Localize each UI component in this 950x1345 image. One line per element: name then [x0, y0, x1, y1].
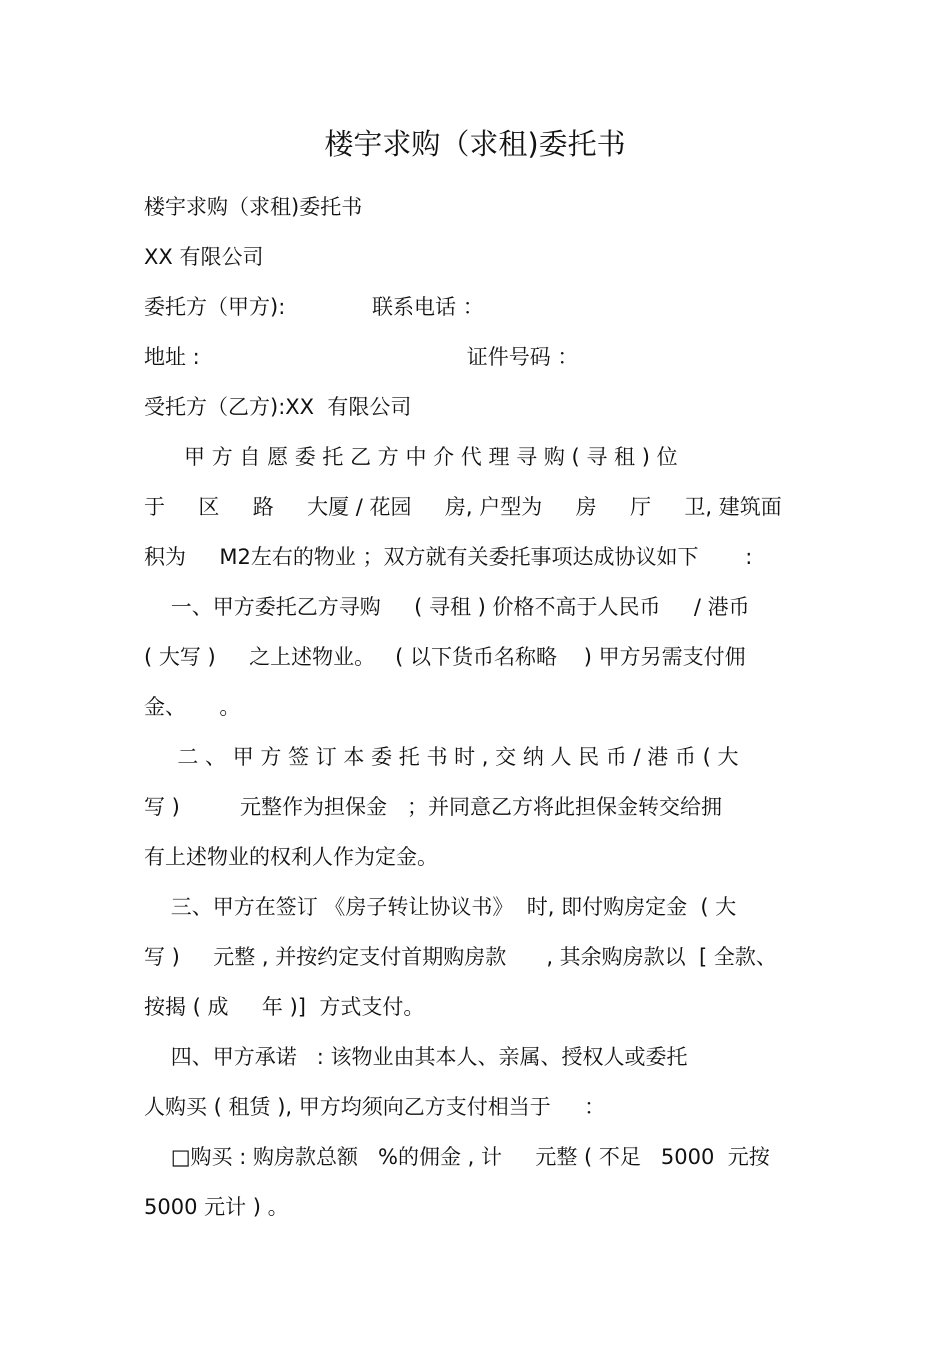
- clause-4-line-2: 人购买 ( 租赁 ), 甲方均须向乙方支付相当于 ：: [144, 1095, 606, 1119]
- clause-2-line-3: 有上述物业的权利人作为定金。: [144, 845, 438, 869]
- clause-3-line-3: 按揭 ( 成 年 )] 方式支付。: [144, 995, 425, 1019]
- intro-line-1: 甲 方 自 愿 委 托 乙 方 中 介 代 理 寻 购 ( 寻 租 ) 位: [144, 445, 678, 469]
- clause-3-line-2: 写 ) 元整 , 并按约定支付首期购房款 , 其余购房款以 [ 全款、: [144, 945, 777, 969]
- client-phone-line: 委托方（甲方): 联系电话 ：: [144, 295, 484, 319]
- clause-3-line-1: 三、甲方在签订 《房子转让协议书》 时, 即付购房定金 ( 大: [144, 895, 737, 919]
- clause-4-line-1: 四、甲方承诺 : 该物业由其本人、亲属、授权人或委托: [144, 1045, 688, 1069]
- subtitle-line: 楼宇求购（求租)委托书: [144, 195, 363, 219]
- document-title: 楼宇求购（求租)委托书: [324, 127, 626, 161]
- intro-line-2: 于 区 路 大厦 / 花园 房, 户型为 房 厅 卫, 建筑面: [144, 495, 782, 519]
- clause-1-line-1: 一、甲方委托乙方寻购 ( 寻租 ) 价格不高于人民币 / 港币: [144, 595, 750, 619]
- company-line: XX 有限公司: [144, 245, 264, 269]
- address-id-line: 地址 : 证件号码 ：: [144, 345, 579, 369]
- clause-1-line-3: 金、 。: [144, 695, 241, 719]
- agent-line: 受托方（乙方):XX 有限公司: [144, 395, 412, 419]
- clause-2-line-2: 写 ) 元整作为担保金 ；并同意乙方将此担保金转交给拥: [144, 795, 722, 819]
- purchase-option-line-1: □购买 : 购房款总额 %的佣金 , 计 元整 ( 不足 5000 元按: [144, 1145, 770, 1169]
- intro-line-3: 积为 M2左右的物业 ；双方就有关委托事项达成协议如下 :: [144, 545, 753, 569]
- clause-1-line-2: ( 大写 ) 之上述物业。 ( 以下货币名称略 ) 甲方另需支付佣: [144, 645, 746, 669]
- purchase-option-line-2: 5000 元计 ) 。: [144, 1195, 289, 1219]
- clause-2-line-1: 二 、 甲 方 签 订 本 委 托 书 时 , 交 纳 人 民 币 / 港 币 ( 大: [144, 745, 739, 769]
